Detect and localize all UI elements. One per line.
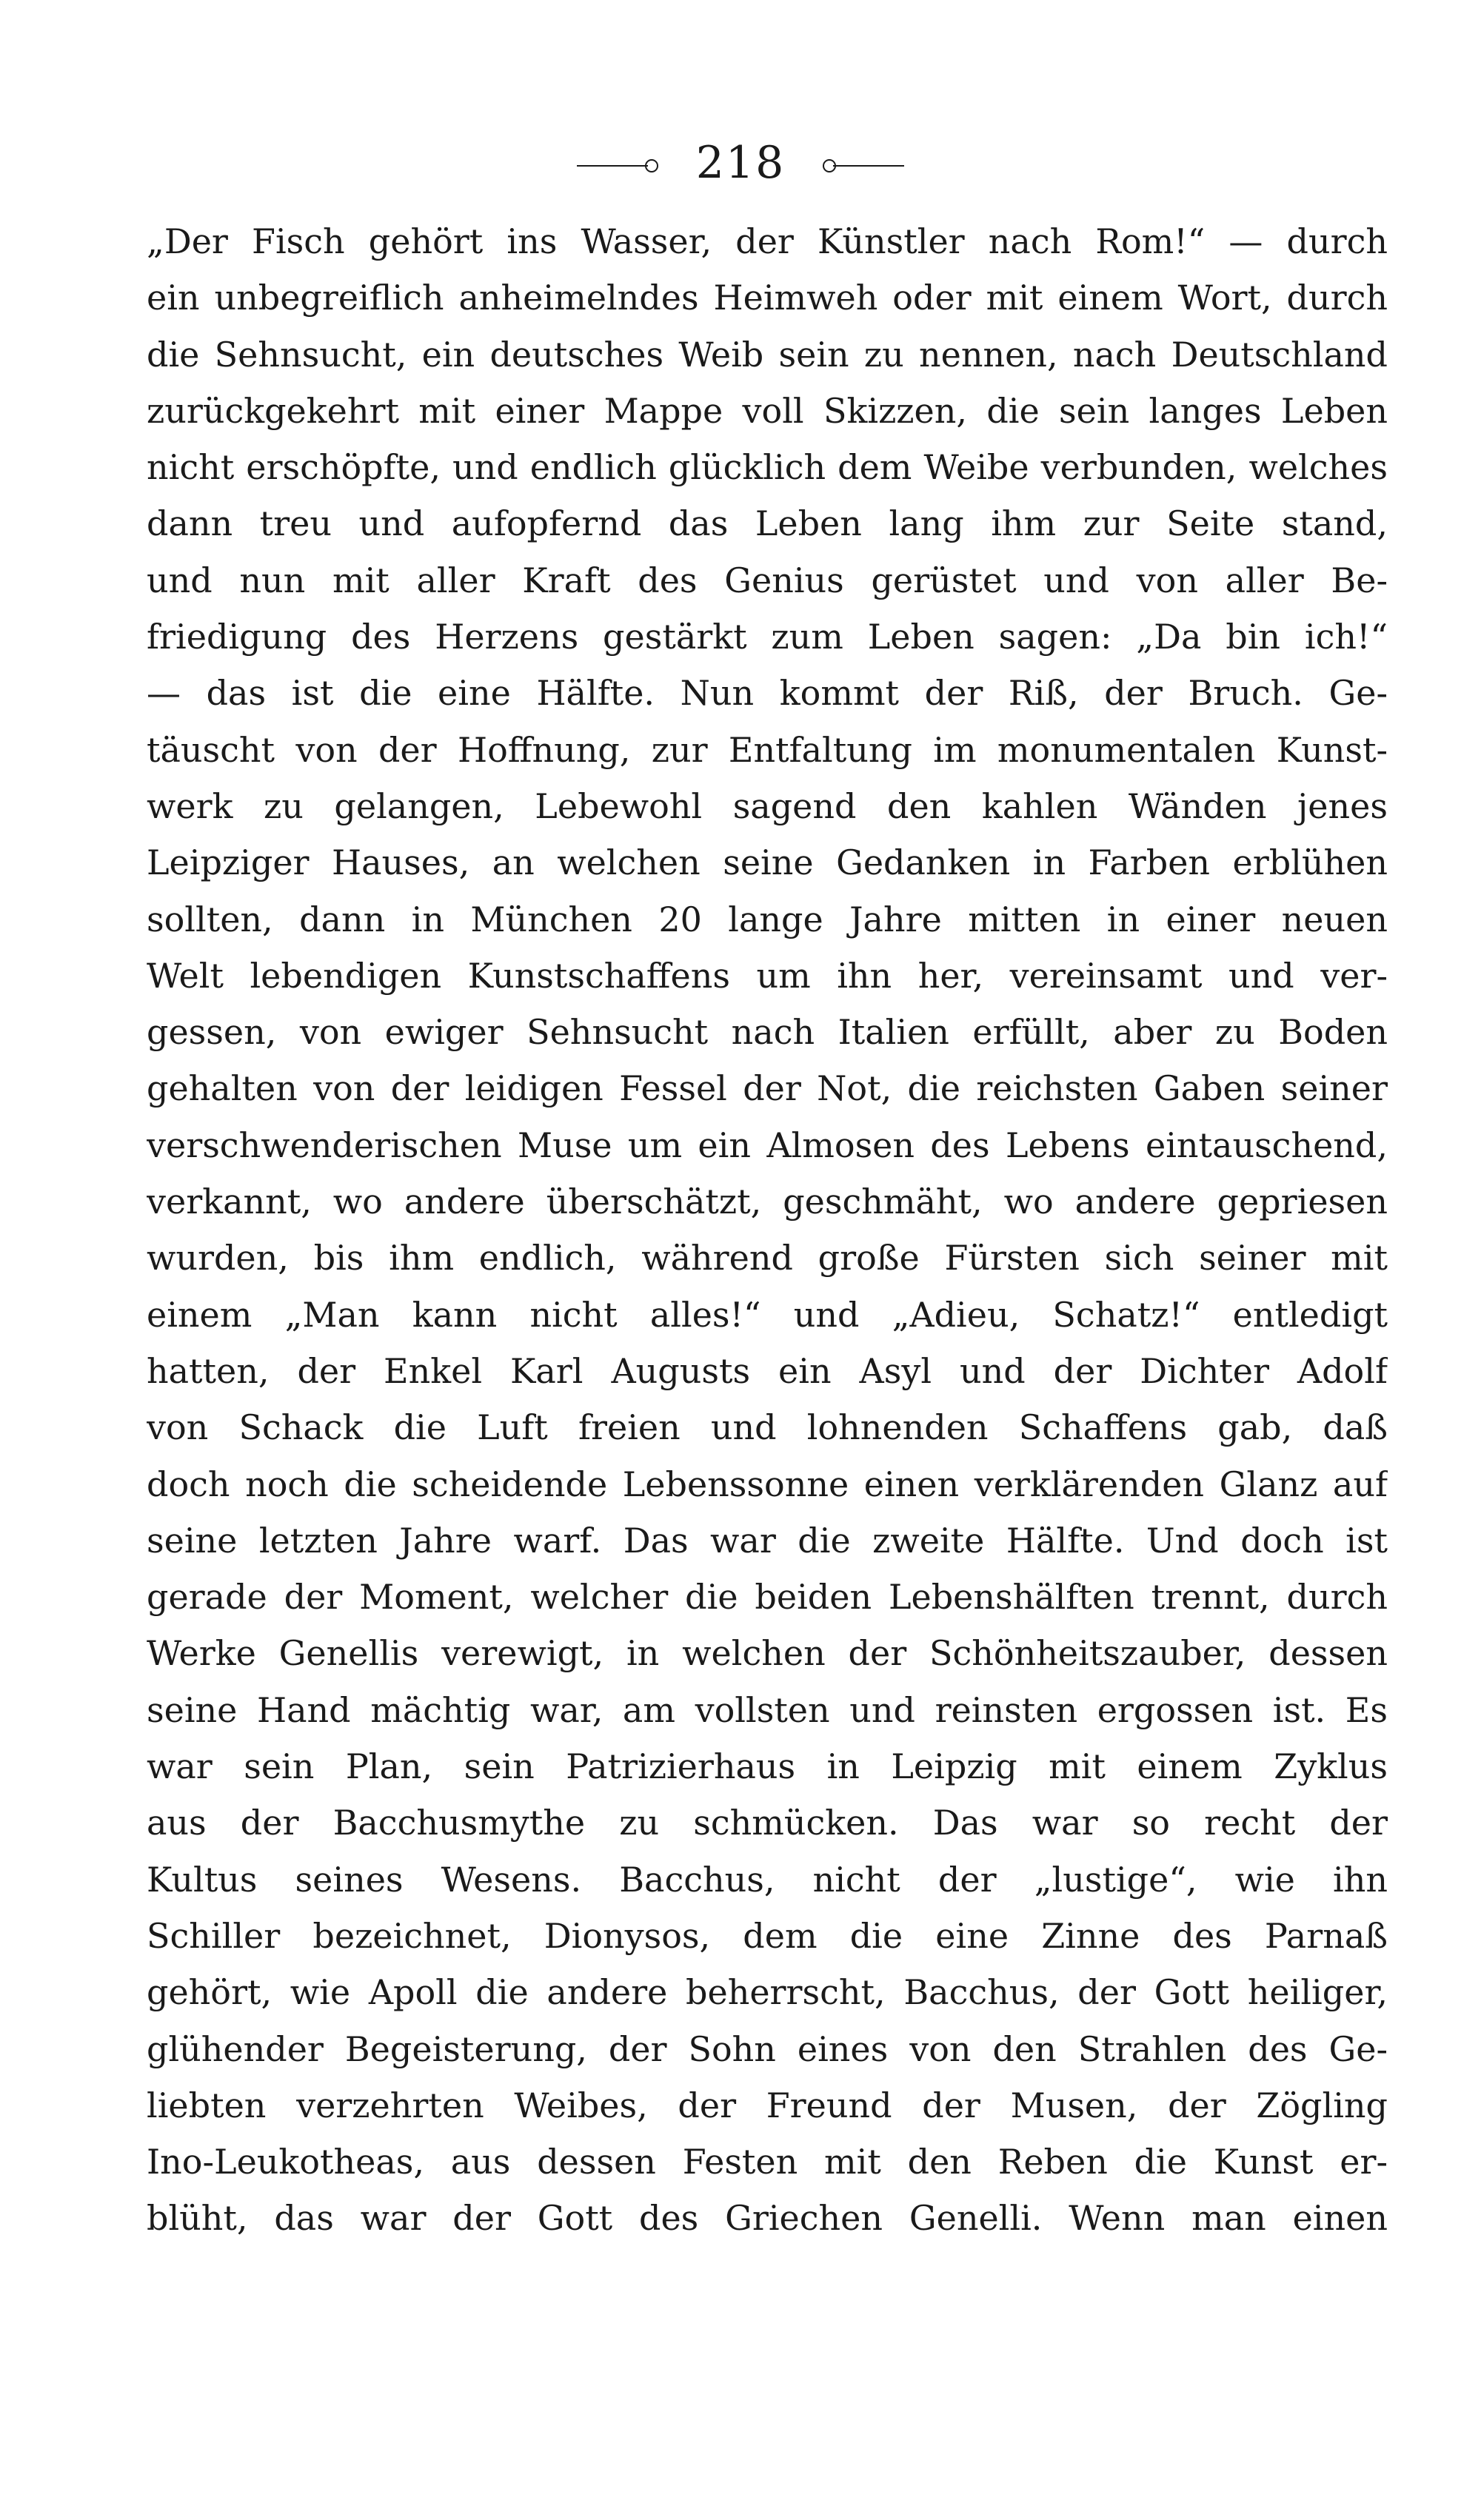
text-line: hatten, der Enkel Karl Augusts ein Asyl und der Dichter Adolf xyxy=(147,1350,1388,1391)
text-line: sollten, dann in München 20 lange Jahre mitten in einer neuen xyxy=(147,899,1388,939)
text-line: „Der Fisch gehört ins Wasser, der Künstler nach Rom!“ — durch xyxy=(147,221,1388,261)
text-line: gehalten von der leidigen Fessel der Not, die reichsten Gaben seiner xyxy=(147,1068,1388,1109)
text-line: gerade der Moment, welcher die beiden Lebenshälften trennt, durch xyxy=(147,1577,1388,1618)
text-line: Kultus seines Wesens. Bacchus, nicht der „lustige“, wie ihn xyxy=(147,1859,1388,1900)
body-text xyxy=(147,213,1388,2247)
text-line: täuscht von der Hoffnung, zur Entfaltung im monumentalen Kunst- xyxy=(147,729,1388,770)
text-line: seine letzten Jahre warf. Das war die zweite Hälfte. Und doch ist xyxy=(147,1520,1388,1561)
text-line: Werke Genellis verewigt, in welchen der Schönheitszauber, dessen xyxy=(147,1633,1388,1674)
page-header xyxy=(0,133,1481,192)
text-line: Ino-Leukotheas, aus dessen Festen mit den Reben die Kunst er- xyxy=(147,2142,1388,2182)
text-line: einem „Man kann nicht alles!“ und „Adieu, Schatz!“ entledigt xyxy=(147,1294,1388,1335)
text-line: — das ist die eine Hälfte. Nun kommt der Riß, der Bruch. Ge- xyxy=(147,673,1388,714)
right-ornament-icon xyxy=(823,164,904,168)
text-line: doch noch die scheidende Lebenssonne einen verklärenden Glanz auf xyxy=(147,1464,1388,1504)
text-line: verkannt, wo andere überschätzt, geschmäht, wo andere gepriesen xyxy=(147,1182,1388,1222)
text-line: blüht, das war der Gott des Griechen Genelli. Wenn man einen xyxy=(147,2198,1388,2239)
text-line: Welt lebendigen Kunstschaffens um ihn her, vereinsamt und ver- xyxy=(147,955,1388,996)
text-line: aus der Bacchusmythe zu schmücken. Das war so recht der xyxy=(147,1803,1388,1843)
left-ornament-icon xyxy=(577,164,658,168)
text-line: friedigung des Herzens gestärkt zum Leben sagen: „Da bin ich!“ xyxy=(147,617,1388,657)
text-line: werk zu gelangen, Lebewohl sagend den kahlen Wänden jenes xyxy=(147,785,1388,826)
text-line: wurden, bis ihm endlich, während große Fürsten sich seiner mit xyxy=(147,1238,1388,1279)
text-line: nicht erschöpfte, und endlich glücklich dem Weibe verbunden, welches xyxy=(147,447,1388,488)
text-line: Leipziger Hauses, an welchen seine Gedanken in Farben erblühen xyxy=(147,842,1388,883)
text-line: gehört, wie Apoll die andere beherrscht, Bacchus, der Gott heiliger, xyxy=(147,1972,1388,2013)
text-line: von Schack die Luft freien und lohnenden Schaffens gab, daß xyxy=(147,1407,1388,1448)
text-line: glühender Begeisterung, der Sohn eines von den Strahlen des Ge- xyxy=(147,2028,1388,2069)
text-line: gessen, von ewiger Sehnsucht nach Italien erfüllt, aber zu Boden xyxy=(147,1012,1388,1053)
text-line: seine Hand mächtig war, am vollsten und reinsten ergossen ist. Es xyxy=(147,1689,1388,1730)
text-line: liebten verzehrten Weibes, der Freund der Musen, der Zögling xyxy=(147,2085,1388,2125)
text-line: war sein Plan, sein Patrizierhaus in Leipzig mit einem Zyklus xyxy=(147,1746,1388,1787)
text-line: Schiller bezeichnet, Dionysos, dem die eine Zinne des Parnaß xyxy=(147,1915,1388,1956)
text-line: dann treu und aufopfernd das Leben lang ihm zur Seite stand, xyxy=(147,503,1388,544)
text-line: und nun mit aller Kraft des Genius gerüstet und von aller Be- xyxy=(147,560,1388,600)
page-number: 218 xyxy=(695,137,786,189)
text-line: verschwenderischen Muse um ein Almosen des Lebens eintauschend, xyxy=(147,1125,1388,1165)
text-line: zurückgekehrt mit einer Mappe voll Skizzen, die sein langes Leben xyxy=(147,390,1388,431)
text-line: die Sehnsucht, ein deutsches Weib sein zu nennen, nach Deutschland xyxy=(147,334,1388,375)
text-line: ein unbegreiflich anheimelndes Heimweh oder mit einem Wort, durch xyxy=(147,278,1388,318)
